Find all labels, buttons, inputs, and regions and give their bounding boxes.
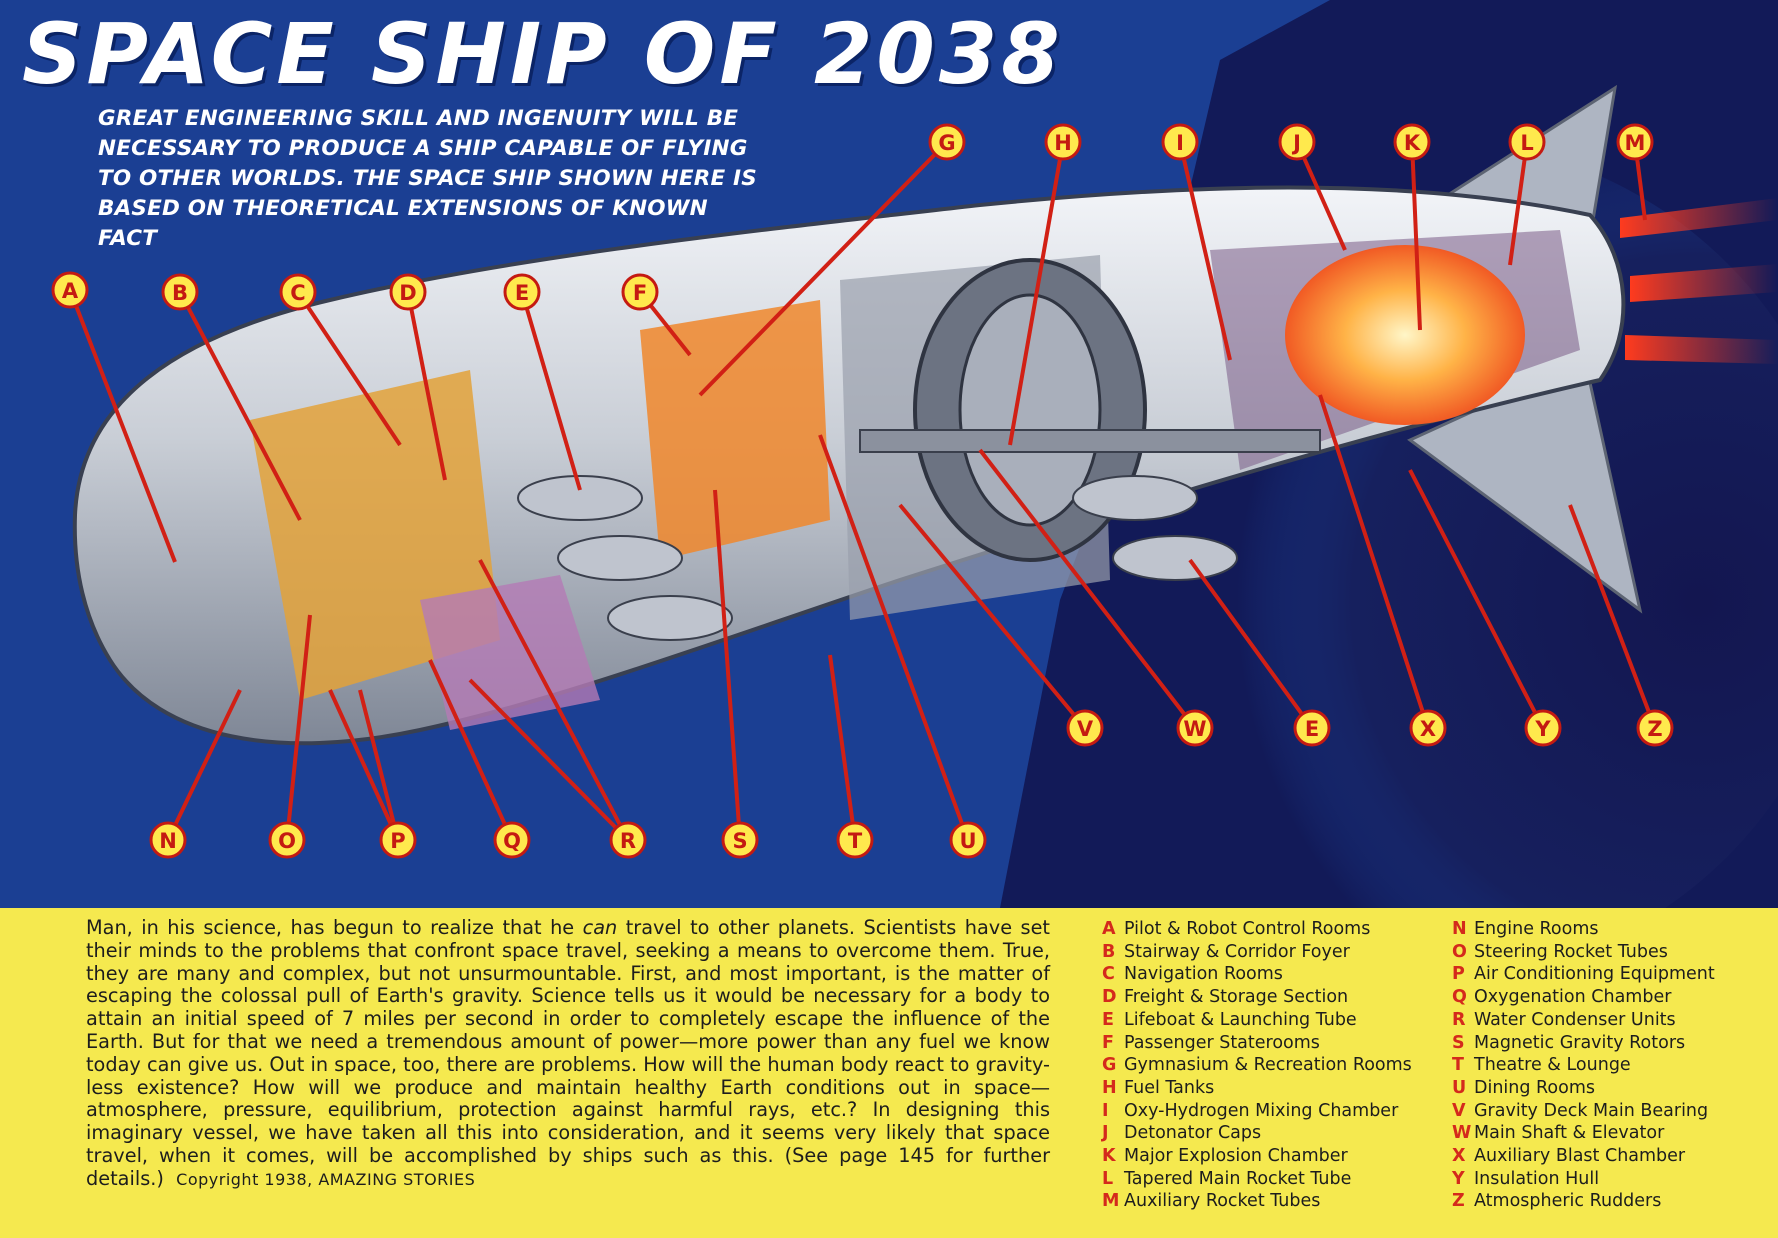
svg-text:M: M — [1624, 131, 1646, 155]
legend-letter: Q — [1452, 987, 1467, 1008]
marker-k — [1395, 125, 1429, 159]
marker-h — [1046, 125, 1080, 159]
legend-item — [1102, 1100, 1412, 1123]
legend-label: Major Explosion Chamber — [1124, 1146, 1348, 1167]
svg-text:L: L — [1520, 131, 1534, 155]
svg-text:T: T — [847, 829, 863, 853]
marker-l — [1510, 125, 1544, 159]
marker-u — [951, 823, 985, 857]
legend-letter: G — [1102, 1055, 1117, 1076]
legend-letter: V — [1452, 1100, 1466, 1121]
marker-a — [53, 273, 87, 307]
legend-label: Stairway & Corridor Foyer — [1124, 941, 1350, 962]
marker-v — [1068, 711, 1102, 745]
legend-item — [1102, 1054, 1412, 1077]
legend-label: Freight & Storage Section — [1124, 987, 1349, 1008]
svg-text:E: E — [1304, 717, 1320, 741]
legend-label: Magnetic Gravity Rotors — [1474, 1032, 1686, 1053]
legend-label: Atmospheric Rudders — [1474, 1191, 1662, 1212]
legend-letter: Y — [1452, 1168, 1465, 1189]
legend-label: Oxygenation Chamber — [1474, 987, 1672, 1008]
svg-text:S: S — [732, 829, 748, 853]
legend-letter: K — [1102, 1146, 1116, 1167]
legend-label: Navigation Rooms — [1124, 964, 1283, 985]
marker-g — [930, 125, 964, 159]
legend-letter: X — [1452, 1146, 1466, 1167]
legend-letter: D — [1102, 987, 1117, 1008]
legend-letter: W — [1452, 1123, 1472, 1144]
legend-item — [1452, 1122, 1715, 1145]
marker-e — [505, 275, 539, 309]
legend-label: Oxy-Hydrogen Mixing Chamber — [1124, 1100, 1399, 1121]
legend-label: Lifeboat & Launching Tube — [1124, 1009, 1357, 1030]
legend-label: Auxiliary Rocket Tubes — [1124, 1191, 1321, 1212]
legend-label: Water Condenser Units — [1474, 1009, 1676, 1030]
legend-item — [1102, 1009, 1412, 1032]
legend-item — [1452, 1009, 1715, 1032]
caption-body-emphasis: can — [582, 916, 618, 939]
legend-item — [1452, 918, 1715, 941]
legend-label: Gravity Deck Main Bearing — [1474, 1100, 1709, 1121]
caption-body — [86, 917, 1050, 1192]
legend-item — [1102, 941, 1412, 964]
svg-text:W: W — [1183, 717, 1207, 741]
legend-right-column — [1452, 918, 1715, 1213]
svg-text:E: E — [514, 281, 530, 305]
svg-text:B: B — [171, 281, 189, 305]
legend-letter: I — [1102, 1100, 1109, 1121]
marker-y — [1526, 711, 1560, 745]
marker-n — [151, 823, 185, 857]
legend-item — [1452, 1032, 1715, 1055]
marker-b — [163, 275, 197, 309]
legend-label: Passenger Staterooms — [1124, 1032, 1320, 1053]
legend-item — [1102, 1168, 1412, 1191]
marker-w — [1178, 711, 1212, 745]
legend-letter: Z — [1452, 1191, 1465, 1212]
svg-text:Z: Z — [1647, 717, 1663, 741]
legend-label: Theatre & Lounge — [1474, 1055, 1631, 1076]
legend-letter: S — [1452, 1032, 1465, 1053]
legend-letter: H — [1102, 1077, 1117, 1098]
legend-letter: M — [1102, 1191, 1120, 1212]
svg-text:R: R — [619, 829, 637, 853]
svg-text:X: X — [1419, 717, 1437, 741]
svg-text:D: D — [399, 281, 417, 305]
svg-text:Q: Q — [503, 829, 521, 853]
legend-letter: R — [1452, 1009, 1466, 1030]
legend-letter: T — [1452, 1055, 1464, 1076]
legend-item — [1452, 963, 1715, 986]
legend-letter: O — [1452, 941, 1467, 962]
legend-letter: F — [1102, 1032, 1114, 1053]
legend-label: Steering Rocket Tubes — [1474, 941, 1668, 962]
svg-text:O: O — [278, 829, 296, 853]
legend-item — [1102, 963, 1412, 986]
legend-item — [1102, 1077, 1412, 1100]
legend-label: Main Shaft & Elevator — [1474, 1123, 1665, 1144]
legend-label: Fuel Tanks — [1124, 1077, 1215, 1098]
legend-label: Gymnasium & Recreation Rooms — [1124, 1055, 1412, 1076]
legend-item — [1452, 1145, 1715, 1168]
legend-label: Auxiliary Blast Chamber — [1474, 1146, 1686, 1167]
copyright-line: Copyright 1938, AMAZING STORIES — [176, 1169, 476, 1189]
svg-text:I: I — [1176, 131, 1184, 155]
svg-text:V: V — [1076, 717, 1094, 741]
svg-text:K: K — [1403, 131, 1421, 155]
marker-j — [1280, 125, 1314, 159]
marker-t — [838, 823, 872, 857]
legend-item — [1102, 1032, 1412, 1055]
legend-label: Pilot & Robot Control Rooms — [1124, 919, 1371, 939]
svg-text:J: J — [1293, 131, 1301, 155]
legend-item — [1452, 1077, 1715, 1100]
svg-text:G: G — [938, 131, 956, 155]
poster-title: SPACE SHIP OF 2038 — [22, 5, 1064, 103]
marker-o — [270, 823, 304, 857]
legend-letter: J — [1102, 1123, 1109, 1144]
legend-item — [1102, 1122, 1412, 1145]
legend-letter: P — [1452, 964, 1465, 985]
legend-label: Detonator Caps — [1124, 1123, 1262, 1144]
svg-text:U: U — [959, 829, 977, 853]
svg-text:A: A — [61, 279, 79, 303]
legend-item — [1102, 1145, 1412, 1168]
svg-text:C: C — [290, 281, 306, 305]
legend-left-column — [1102, 918, 1412, 1213]
legend-label: Air Conditioning Equipment — [1474, 964, 1715, 985]
legend-item — [1452, 1100, 1715, 1123]
caption-body-rest: travel to other planets. Scientists have set their minds to the problems that confront space travel, seeking a means to overcome them. True, they are many and complex, but not unsurmountable. First, and most important, is the matter of escaping the colossal pull of Earth's gravity. Science tells us it would be necessary for a body to attain an initial speed of 7 miles per second in order to completely escape the influence of the Earth. But for that we need a tremendous amount of power—more power than any fuel we know today can give us. Out in space, too, there are problems. How will the human body react to gravity-less existence? How will we produce and maintain healthy Earth conditions out in space—atmosphere, pressure, equilibrium, protection against harmful rays, etc.? In designing this imaginary vessel, we have taken all this into consideration, and it seems very likely that space travel, when it comes, will be accomplished by ships such as this. (See page 145 for further details.) — [86, 916, 1050, 1190]
marker-f — [623, 275, 657, 309]
legend-label: Engine Rooms — [1474, 919, 1599, 939]
legend-item — [1102, 1190, 1412, 1213]
legend-item — [1102, 918, 1412, 941]
marker-i — [1163, 125, 1197, 159]
legend-item — [1452, 1190, 1715, 1213]
marker-p — [381, 823, 415, 857]
svg-text:F: F — [632, 281, 648, 305]
legend-letter: E — [1102, 1009, 1114, 1030]
legend-label: Dining Rooms — [1474, 1077, 1596, 1098]
marker-x — [1411, 711, 1445, 745]
marker-s — [723, 823, 757, 857]
poster-subtitle: GREAT ENGINEERING SKILL AND INGENUITY WILL BE NECESSARY TO PRODUCE A SHIP CAPABLE OF FLYING TO OTHER WORLDS. THE SPACE SHIP SHOWN HERE IS BASED ON THEORETICAL EXTENSIONS OF KNOWN FACT — [98, 106, 757, 251]
legend-label: Insulation Hull — [1474, 1168, 1600, 1189]
marker-c — [281, 275, 315, 309]
svg-text:P: P — [390, 829, 406, 853]
svg-text:N: N — [159, 829, 177, 853]
marker-m — [1618, 125, 1652, 159]
marker-r — [611, 823, 645, 857]
marker-q — [495, 823, 529, 857]
legend-letter: C — [1102, 964, 1115, 985]
legend-item — [1452, 941, 1715, 964]
legend-letter: A — [1102, 919, 1116, 939]
svg-text:H: H — [1054, 131, 1072, 155]
legend-letter: L — [1102, 1168, 1114, 1189]
legend-letter: N — [1452, 919, 1467, 939]
marker-e-lower — [1295, 711, 1329, 745]
svg-text:Y: Y — [1535, 717, 1551, 741]
legend-item — [1102, 986, 1412, 1009]
legend-letter: U — [1452, 1077, 1467, 1098]
caption-body-start: Man, in his science, has begun to realize that he — [86, 916, 583, 939]
legend-label: Tapered Main Rocket Tube — [1124, 1168, 1352, 1189]
legend-item — [1452, 1054, 1715, 1077]
marker-d — [391, 275, 425, 309]
legend-item — [1452, 1168, 1715, 1191]
legend-item — [1452, 986, 1715, 1009]
marker-z — [1638, 711, 1672, 745]
legend-letter: B — [1102, 941, 1116, 962]
